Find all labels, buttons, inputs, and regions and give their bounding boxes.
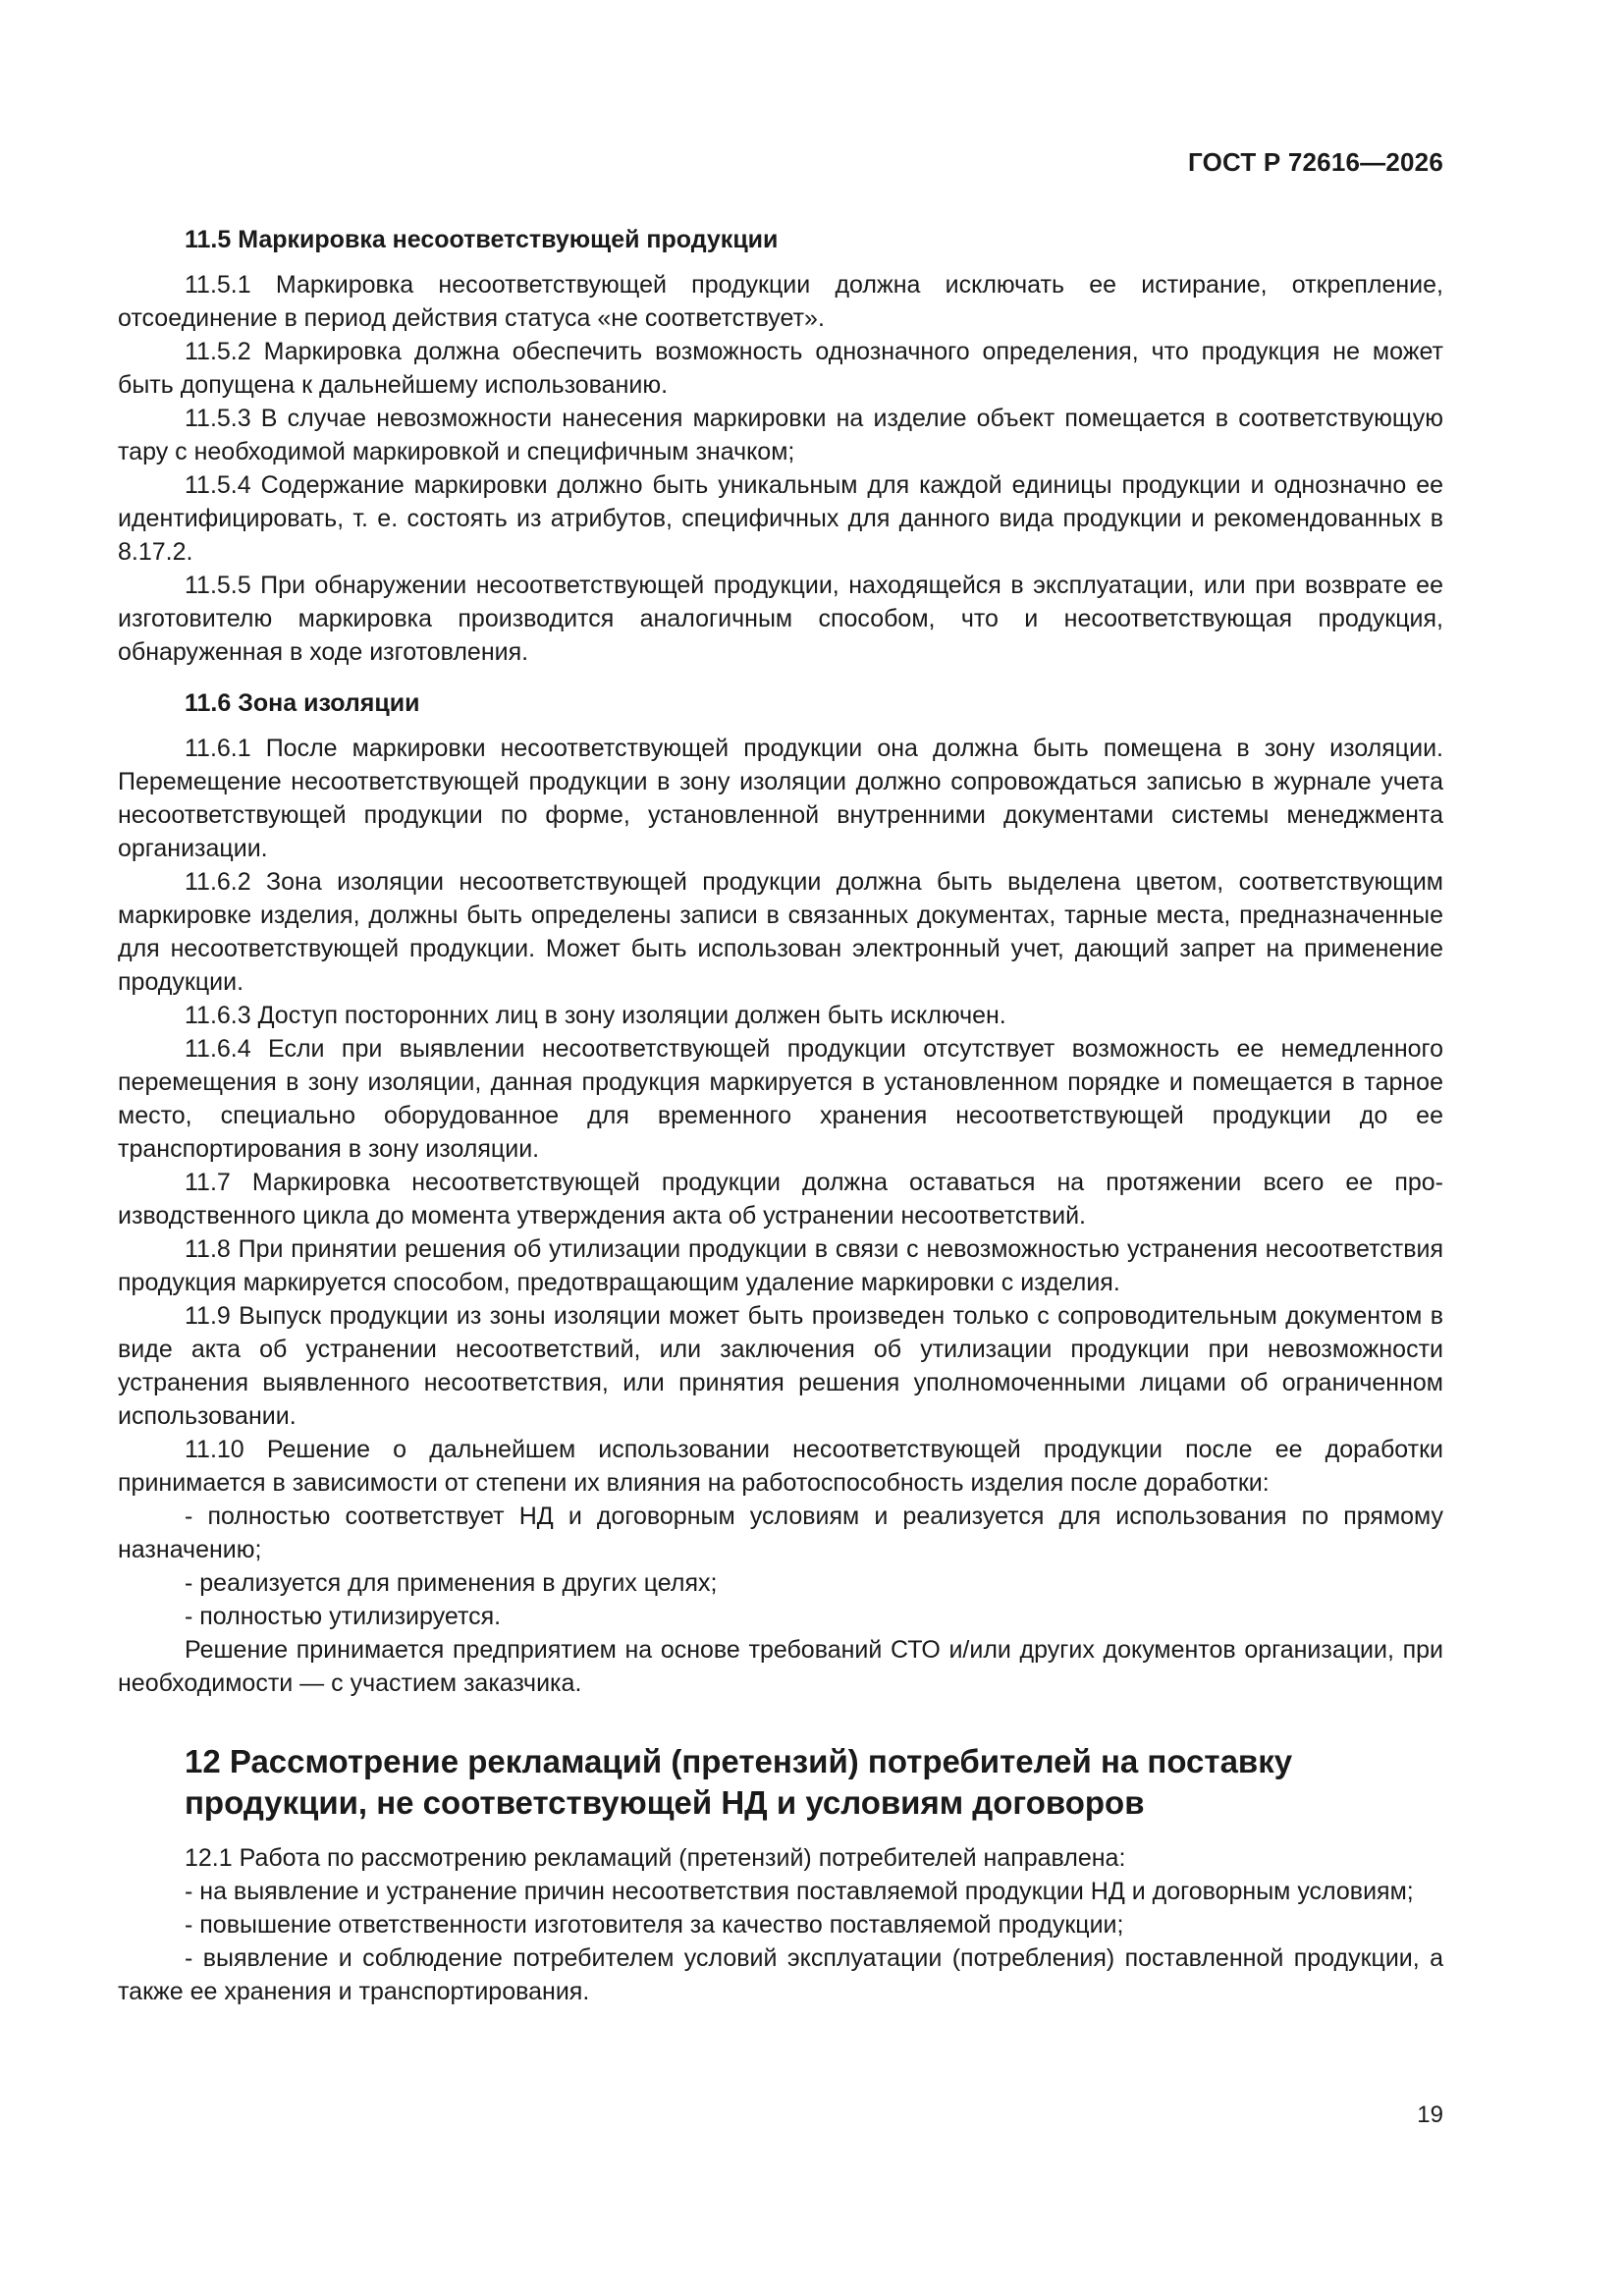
list-item-11-10-b: - реализуется для применения в других целях; — [185, 1569, 718, 1597]
section-title-12-line-1: 12 Рассмотрение рекламаций (претензий) потребителей на поставку — [185, 1743, 1293, 1779]
paragraph-11-6-1: 11.6.1 После маркировки несоответствующей продукции она должна быть помещена в зону изоляции. Перемещение несоответствующей продукции в зону изоляции должно сопровождаться записью в журнале учета несоответствующей продукции по форме, установленной внутренними документами системы менеджмента организации. — [118, 735, 1443, 862]
section-title-12-line-2: продукции, не соответствующей НД и условиям договоров — [185, 1784, 1145, 1821]
list-item-11-10-a: - полностью соответствует НД и договорным условиям и реализуется для использования по прямому назначению; — [118, 1503, 1443, 1563]
list-item-12-1-c: - выявление и соблюдение потребителем условий эксплуатации (потребления) поставленной продукции, а также ее хранения и транспортирования. — [118, 1944, 1443, 2005]
document-id: ГОСТ Р 72616—2026 — [1188, 147, 1443, 177]
section-title-12 — [118, 1741, 1443, 1824]
paragraph-12-1: 12.1 Работа по рассмотрению рекламаций (претензий) потребителей направлена: — [185, 1844, 1126, 1872]
paragraph-11-5-2: 11.5.2 Маркировка должна обеспечить возможность однозначного определения, что продукция не может быть допущена к дальнейшему использованию. — [118, 338, 1443, 399]
paragraph-11-5-1: 11.5.1 Маркировка несоответствующей продукции должна исключать ее истирание, открепление, отсоединение в период действия статуса «не соответствует». — [118, 271, 1443, 332]
page-content — [118, 223, 1443, 2008]
list-item-12-1-a: - на выявление и устранение причин несоответствия поставляемой продукции НД и договорным условиям; — [185, 1878, 1414, 1905]
paragraph-11-6-4: 11.6.4 Если при выявлении несоответствующей продукции отсутствует возможность ее немедленного перемещения в зону изоляции, данная продукция маркируется в установленном порядке и помещается в тарное место, специально оборудованное для временного хранения несоответствующей продукции до ее транспортирования в зону изоляции. — [118, 1035, 1443, 1163]
paragraph-11-5-3: 11.5.3 В случае невозможности нанесения маркировки на изделие объект помещается в соответствующую тару с необходимой маркировкой и специфичным значком; — [118, 405, 1443, 465]
list-item-12-1-b: - повышение ответственности изготовителя за качество поставляемой продукции; — [185, 1911, 1124, 1939]
page-number: 19 — [1417, 2102, 1443, 2128]
paragraph-11-8: 11.8 При принятии решения об утилизации продукции в связи с невозможностью устранения несоответствия продукция маркируется способом, предотвращающим удаление маркировки с изделия. — [118, 1235, 1443, 1296]
paragraph-11-6-2: 11.6.2 Зона изоляции несоответствующей продукции должна быть выделена цветом, соответствующим маркировке изделия, должны быть определены записи в связанных документах, тарные места, предназначенные для несоответствующей продукции. Может быть использован электронный учет, дающий запрет на применение продукции. — [118, 868, 1443, 996]
paragraph-11-10-decision: Решение принимается предприятием на основе требований СТО и/или других документов организации, при необходимости — с участием заказчика. — [118, 1636, 1443, 1697]
section-title-11-5: 11.5 Маркировка несоответствующей продукции — [185, 226, 779, 253]
section-title-11-6: 11.6 Зона изоляции — [185, 689, 420, 717]
paragraph-11-10: 11.10 Решение о дальнейшем использовании несоответствующей продукции после ее доработки принимается в зависимости от степени их влияния на работоспособность изделия после доработки: — [118, 1436, 1443, 1497]
paragraph-11-5-4: 11.5.4 Содержание маркировки должно быть уникальным для каждой единицы продукции и однозначно ее идентифицировать, т. е. состоять из атрибутов, специфичных для данного вида продукции и рекомендованных в 8.17.2. — [118, 471, 1443, 566]
list-item-11-10-c: - полностью утилизируется. — [185, 1603, 502, 1630]
paragraph-11-5-5: 11.5.5 При обнаружении несоответствующей продукции, находящейся в эксплуатации, или при возврате ее изготовителю маркировка производится аналогичным способом, что и несоответствующая продукция, обнаруженная в ходе изготовления. — [118, 572, 1443, 666]
paragraph-11-9: 11.9 Выпуск продукции из зоны изоляции может быть произведен только с сопроводительным документом в виде акта об устранении несоответствий, или заключения об утилизации продукции при невозможности устранения выявленного несоответствия, или принятия решения уполномоченными лицами об ограниченном использовании. — [118, 1302, 1443, 1430]
paragraph-11-6-3: 11.6.3 Доступ посторонних лиц в зону изоляции должен быть исключен. — [185, 1002, 1006, 1029]
paragraph-11-7: 11.7 Маркировка несоответствующей продукции должна оставаться на протяжении всего ее производственного цикла до момента утверждения акта об устранении несоответствий. — [118, 1169, 1443, 1230]
